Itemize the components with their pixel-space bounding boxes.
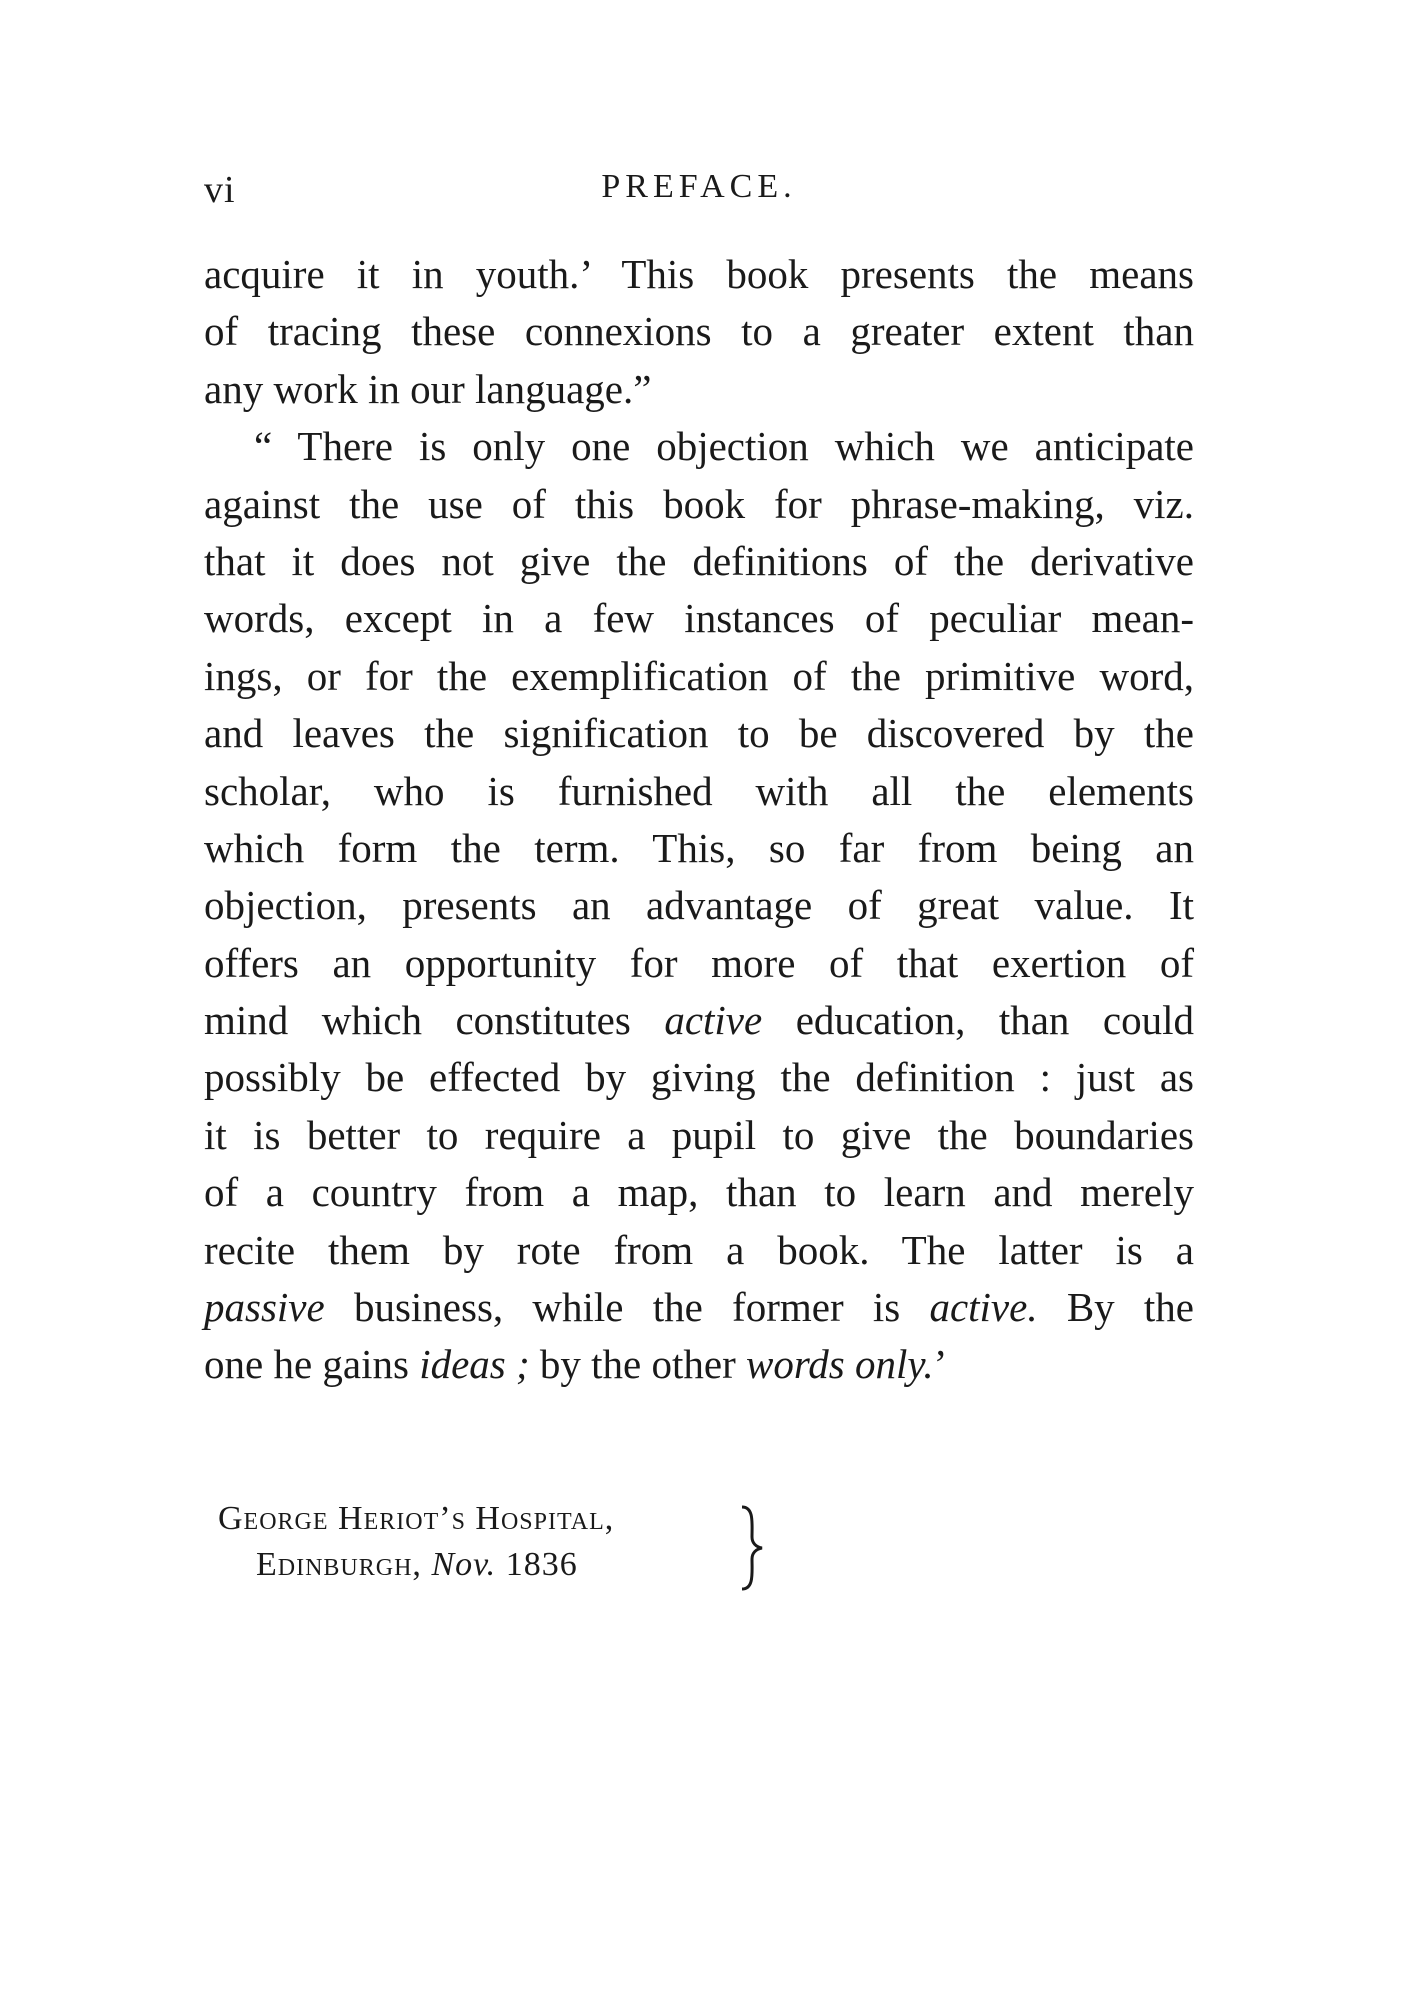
text-line: “ There is only one objection which we anticipate <box>254 423 1194 470</box>
text-line: ings, or for the exemplification of the primitive word, <box>204 652 1194 699</box>
signature-month: Nov. <box>431 1546 497 1583</box>
text-line: objection, presents an advantage of great value. It <box>204 882 1194 929</box>
text-line: recite them by rote from a book. The latter is a <box>204 1226 1194 1273</box>
text-line: against the use of this book for phrase-making, viz. <box>204 480 1194 527</box>
emphasis-text: ideas ; <box>419 1341 530 1388</box>
emphasis-text: words only. <box>746 1341 934 1388</box>
text-line: scholar, who is furnished with all the elements <box>204 767 1194 814</box>
text-line: which form the term. This, so far from being an <box>204 824 1194 871</box>
text-line: offers an opportunity for more of that exertion of <box>204 939 1194 986</box>
text-line: of a country from a map, than to learn and merely <box>204 1169 1194 1216</box>
text-line: one he gains ideas ; by the other words only.’ <box>204 1341 948 1388</box>
preface-body <box>204 246 1194 1394</box>
emphasis-text: active. <box>929 1284 1038 1331</box>
running-head <box>204 168 1194 220</box>
signature-place-date: Edinburgh, Nov. 1836 <box>256 1546 578 1583</box>
emphasis-text: active <box>664 997 763 1044</box>
emphasis-text: passive <box>204 1284 325 1331</box>
text-line: mind which constitutes active education, than could <box>204 997 1194 1044</box>
page-number: vi <box>204 169 236 211</box>
text-line: possibly be effected by giving the definition : just as <box>204 1054 1194 1101</box>
signature-institution: George Heriot’s Hospital, <box>218 1500 615 1537</box>
text-line: of tracing these connexions to a greater extent than <box>204 308 1194 355</box>
text-line: passive business, while the former is active. By the <box>204 1284 1194 1331</box>
text-line: words, except in a few instances of peculiar mean- <box>204 595 1194 642</box>
text-line: any work in our language.” <box>204 365 652 412</box>
right-brace-icon <box>738 1503 766 1593</box>
signature-block <box>218 1496 818 1588</box>
running-title: PREFACE. <box>601 168 797 205</box>
text-line: that it does not give the definitions of the derivative <box>204 537 1194 584</box>
text-line: acquire it in youth.’ This book presents the means <box>204 251 1194 297</box>
text-line: and leaves the signification to be discovered by the <box>204 710 1194 757</box>
text-line: it is better to require a pupil to give the boundaries <box>204 1111 1194 1158</box>
